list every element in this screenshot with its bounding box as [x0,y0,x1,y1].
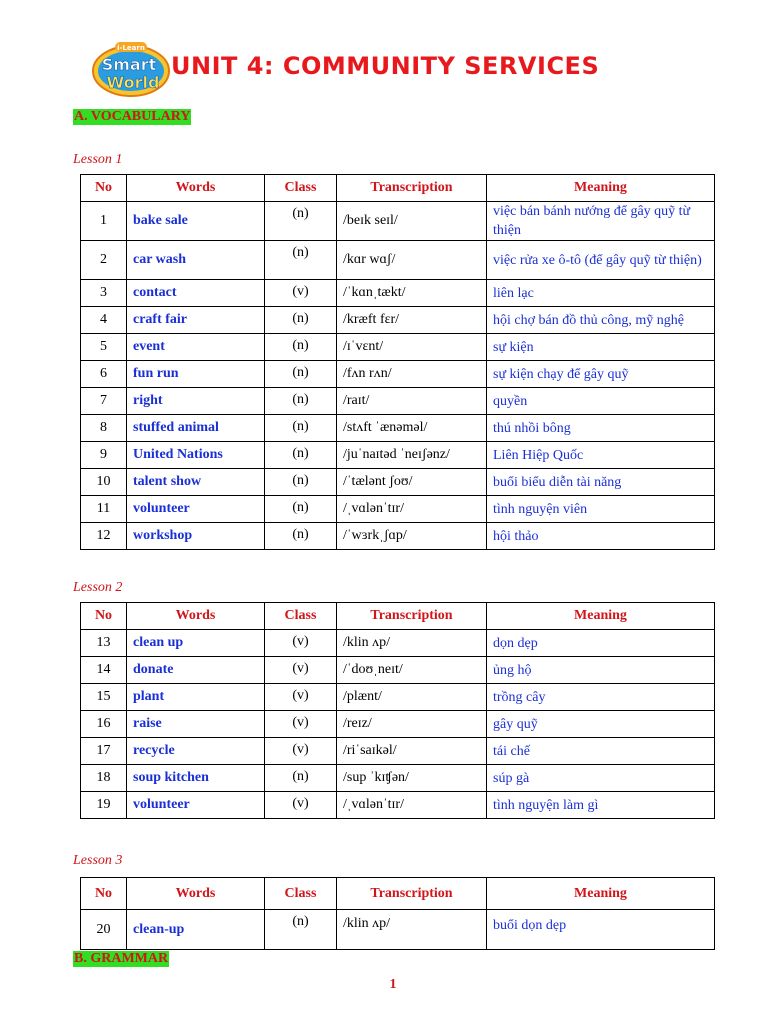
table-row [81,415,715,442]
row-word: clean up [127,630,265,657]
header-class: Class [265,603,337,630]
row-no: 6 [81,361,127,388]
row-transcription: /juˈnaɪtəd ˈneɪʃənz/ [337,442,487,469]
row-no: 4 [81,307,127,334]
row-class: (n) [265,910,337,950]
row-transcription: /ˈdoʊˌneɪt/ [337,657,487,684]
section-vocabulary: A. VOCABULARY [74,109,191,124]
row-class: (n) [265,765,337,792]
row-class: (n) [265,361,337,388]
row-word: recycle [127,738,265,765]
lesson-1-table [80,174,715,550]
row-class: (n) [265,241,337,280]
table-row [81,765,715,792]
row-no: 19 [81,792,127,819]
row-word: clean-up [127,910,265,950]
row-no: 9 [81,442,127,469]
row-class: (n) [265,496,337,523]
row-transcription: /raɪt/ [337,388,487,415]
row-word: workshop [127,523,265,550]
header-no: No [81,175,127,202]
row-word: event [127,334,265,361]
table-row [81,523,715,550]
header-meaning: Meaning [487,878,715,910]
row-transcription: /plænt/ [337,684,487,711]
row-class: (n) [265,334,337,361]
row-word: fun run [127,361,265,388]
table-row [81,711,715,738]
row-word: volunteer [127,496,265,523]
table-header-row [81,603,715,630]
header-transcription: Transcription [337,878,487,910]
table-row [81,280,715,307]
lesson-2-label: Lesson 2 [73,580,123,595]
row-transcription: /riˈsaɪkəl/ [337,738,487,765]
lesson-1-label: Lesson 1 [73,152,123,167]
page-title: UNIT 4: COMMUNITY SERVICES [171,52,600,80]
row-transcription: /stʌft ˈænəməl/ [337,415,487,442]
row-class: (v) [265,657,337,684]
table-row [81,792,715,819]
table-row [81,241,715,280]
row-no: 16 [81,711,127,738]
table-row [81,657,715,684]
row-meaning: thú nhồi bông [487,415,715,442]
table-row [81,202,715,241]
row-no: 14 [81,657,127,684]
row-class: (n) [265,388,337,415]
row-class: (v) [265,738,337,765]
table-row [81,442,715,469]
table-row [81,388,715,415]
row-no: 20 [81,910,127,950]
logo-line-1: Smart [101,55,157,74]
row-transcription: /sup ˈkɪʧən/ [337,765,487,792]
row-no: 10 [81,469,127,496]
row-word: right [127,388,265,415]
row-meaning: việc rửa xe ô-tô (để gây quỹ từ thiện) [487,241,715,280]
header-no: No [81,603,127,630]
row-transcription: /ɪˈvɛnt/ [337,334,487,361]
row-class: (v) [265,792,337,819]
logo-top-text: i-Learn [117,44,145,52]
row-class: (n) [265,415,337,442]
row-meaning: buổi biểu diễn tài năng [487,469,715,496]
row-word: craft fair [127,307,265,334]
header-no: No [81,878,127,910]
row-no: 1 [81,202,127,241]
table-row [81,630,715,657]
row-transcription: /ˈwɜrkˌʃɑp/ [337,523,487,550]
row-word: bake sale [127,202,265,241]
row-class: (n) [265,523,337,550]
row-meaning: việc bán bánh nướng để gây quỹ từ thiện [487,202,715,241]
row-meaning: ủng hộ [487,657,715,684]
header-class: Class [265,175,337,202]
row-no: 11 [81,496,127,523]
table-row [81,910,715,950]
row-word: car wash [127,241,265,280]
lesson-3-table [80,877,715,950]
row-word: soup kitchen [127,765,265,792]
section-grammar: B. GRAMMAR [74,951,169,966]
row-transcription: /kɑr wɑʃ/ [337,241,487,280]
row-meaning: Liên Hiệp Quốc [487,442,715,469]
row-meaning: gây quỹ [487,711,715,738]
row-word: donate [127,657,265,684]
row-meaning: tái chế [487,738,715,765]
lesson-3-label: Lesson 3 [73,853,123,868]
table-row [81,738,715,765]
row-meaning: súp gà [487,765,715,792]
row-meaning: hội thảo [487,523,715,550]
row-transcription: /fʌn rʌn/ [337,361,487,388]
row-word: plant [127,684,265,711]
table-row [81,307,715,334]
row-no: 13 [81,630,127,657]
row-transcription: /ˈkɑnˌtækt/ [337,280,487,307]
header-meaning: Meaning [487,603,715,630]
row-transcription: /ˈtælənt ʃoʊ/ [337,469,487,496]
row-no: 15 [81,684,127,711]
row-meaning: dọn dẹp [487,630,715,657]
table-row [81,469,715,496]
row-no: 7 [81,388,127,415]
row-transcription: /reɪz/ [337,711,487,738]
row-class: (v) [265,630,337,657]
row-class: (n) [265,202,337,241]
row-no: 8 [81,415,127,442]
table-header-row [81,175,715,202]
table-row [81,684,715,711]
header-class: Class [265,878,337,910]
row-word: United Nations [127,442,265,469]
header-words: Words [127,603,265,630]
row-transcription: /ˌvɑlənˈtɪr/ [337,792,487,819]
row-meaning: tình nguyện viên [487,496,715,523]
row-transcription: /klin ʌp/ [337,630,487,657]
row-meaning: buổi dọn dẹp [487,910,715,950]
smart-world-logo [91,40,171,98]
table-row [81,334,715,361]
header-transcription: Transcription [337,175,487,202]
row-word: stuffed animal [127,415,265,442]
table-header-row [81,878,715,910]
row-no: 3 [81,280,127,307]
row-transcription: /kræft fɛr/ [337,307,487,334]
row-meaning: quyền [487,388,715,415]
header-transcription: Transcription [337,603,487,630]
row-meaning: trồng cây [487,684,715,711]
row-transcription: /klin ʌp/ [337,910,487,950]
row-word: talent show [127,469,265,496]
table-row [81,496,715,523]
row-class: (n) [265,442,337,469]
row-meaning: tình nguyện làm gì [487,792,715,819]
lesson-2-table [80,602,715,819]
row-word: raise [127,711,265,738]
row-word: volunteer [127,792,265,819]
row-transcription: /beɪk seɪl/ [337,202,487,241]
row-word: contact [127,280,265,307]
logo-line-2: World [106,73,160,92]
header-words: Words [127,878,265,910]
page-number: 1 [389,977,397,992]
row-transcription: /ˌvɑlənˈtɪr/ [337,496,487,523]
row-class: (v) [265,280,337,307]
row-no: 18 [81,765,127,792]
row-meaning: sự kiện chạy để gây quỹ [487,361,715,388]
row-class: (v) [265,684,337,711]
row-class: (n) [265,307,337,334]
row-no: 5 [81,334,127,361]
row-no: 2 [81,241,127,280]
row-no: 17 [81,738,127,765]
row-class: (n) [265,469,337,496]
row-class: (v) [265,711,337,738]
header-meaning: Meaning [487,175,715,202]
row-no: 12 [81,523,127,550]
row-meaning: hội chợ bán đồ thủ công, mỹ nghệ [487,307,715,334]
header-words: Words [127,175,265,202]
row-meaning: sự kiện [487,334,715,361]
row-meaning: liên lạc [487,280,715,307]
table-row [81,361,715,388]
